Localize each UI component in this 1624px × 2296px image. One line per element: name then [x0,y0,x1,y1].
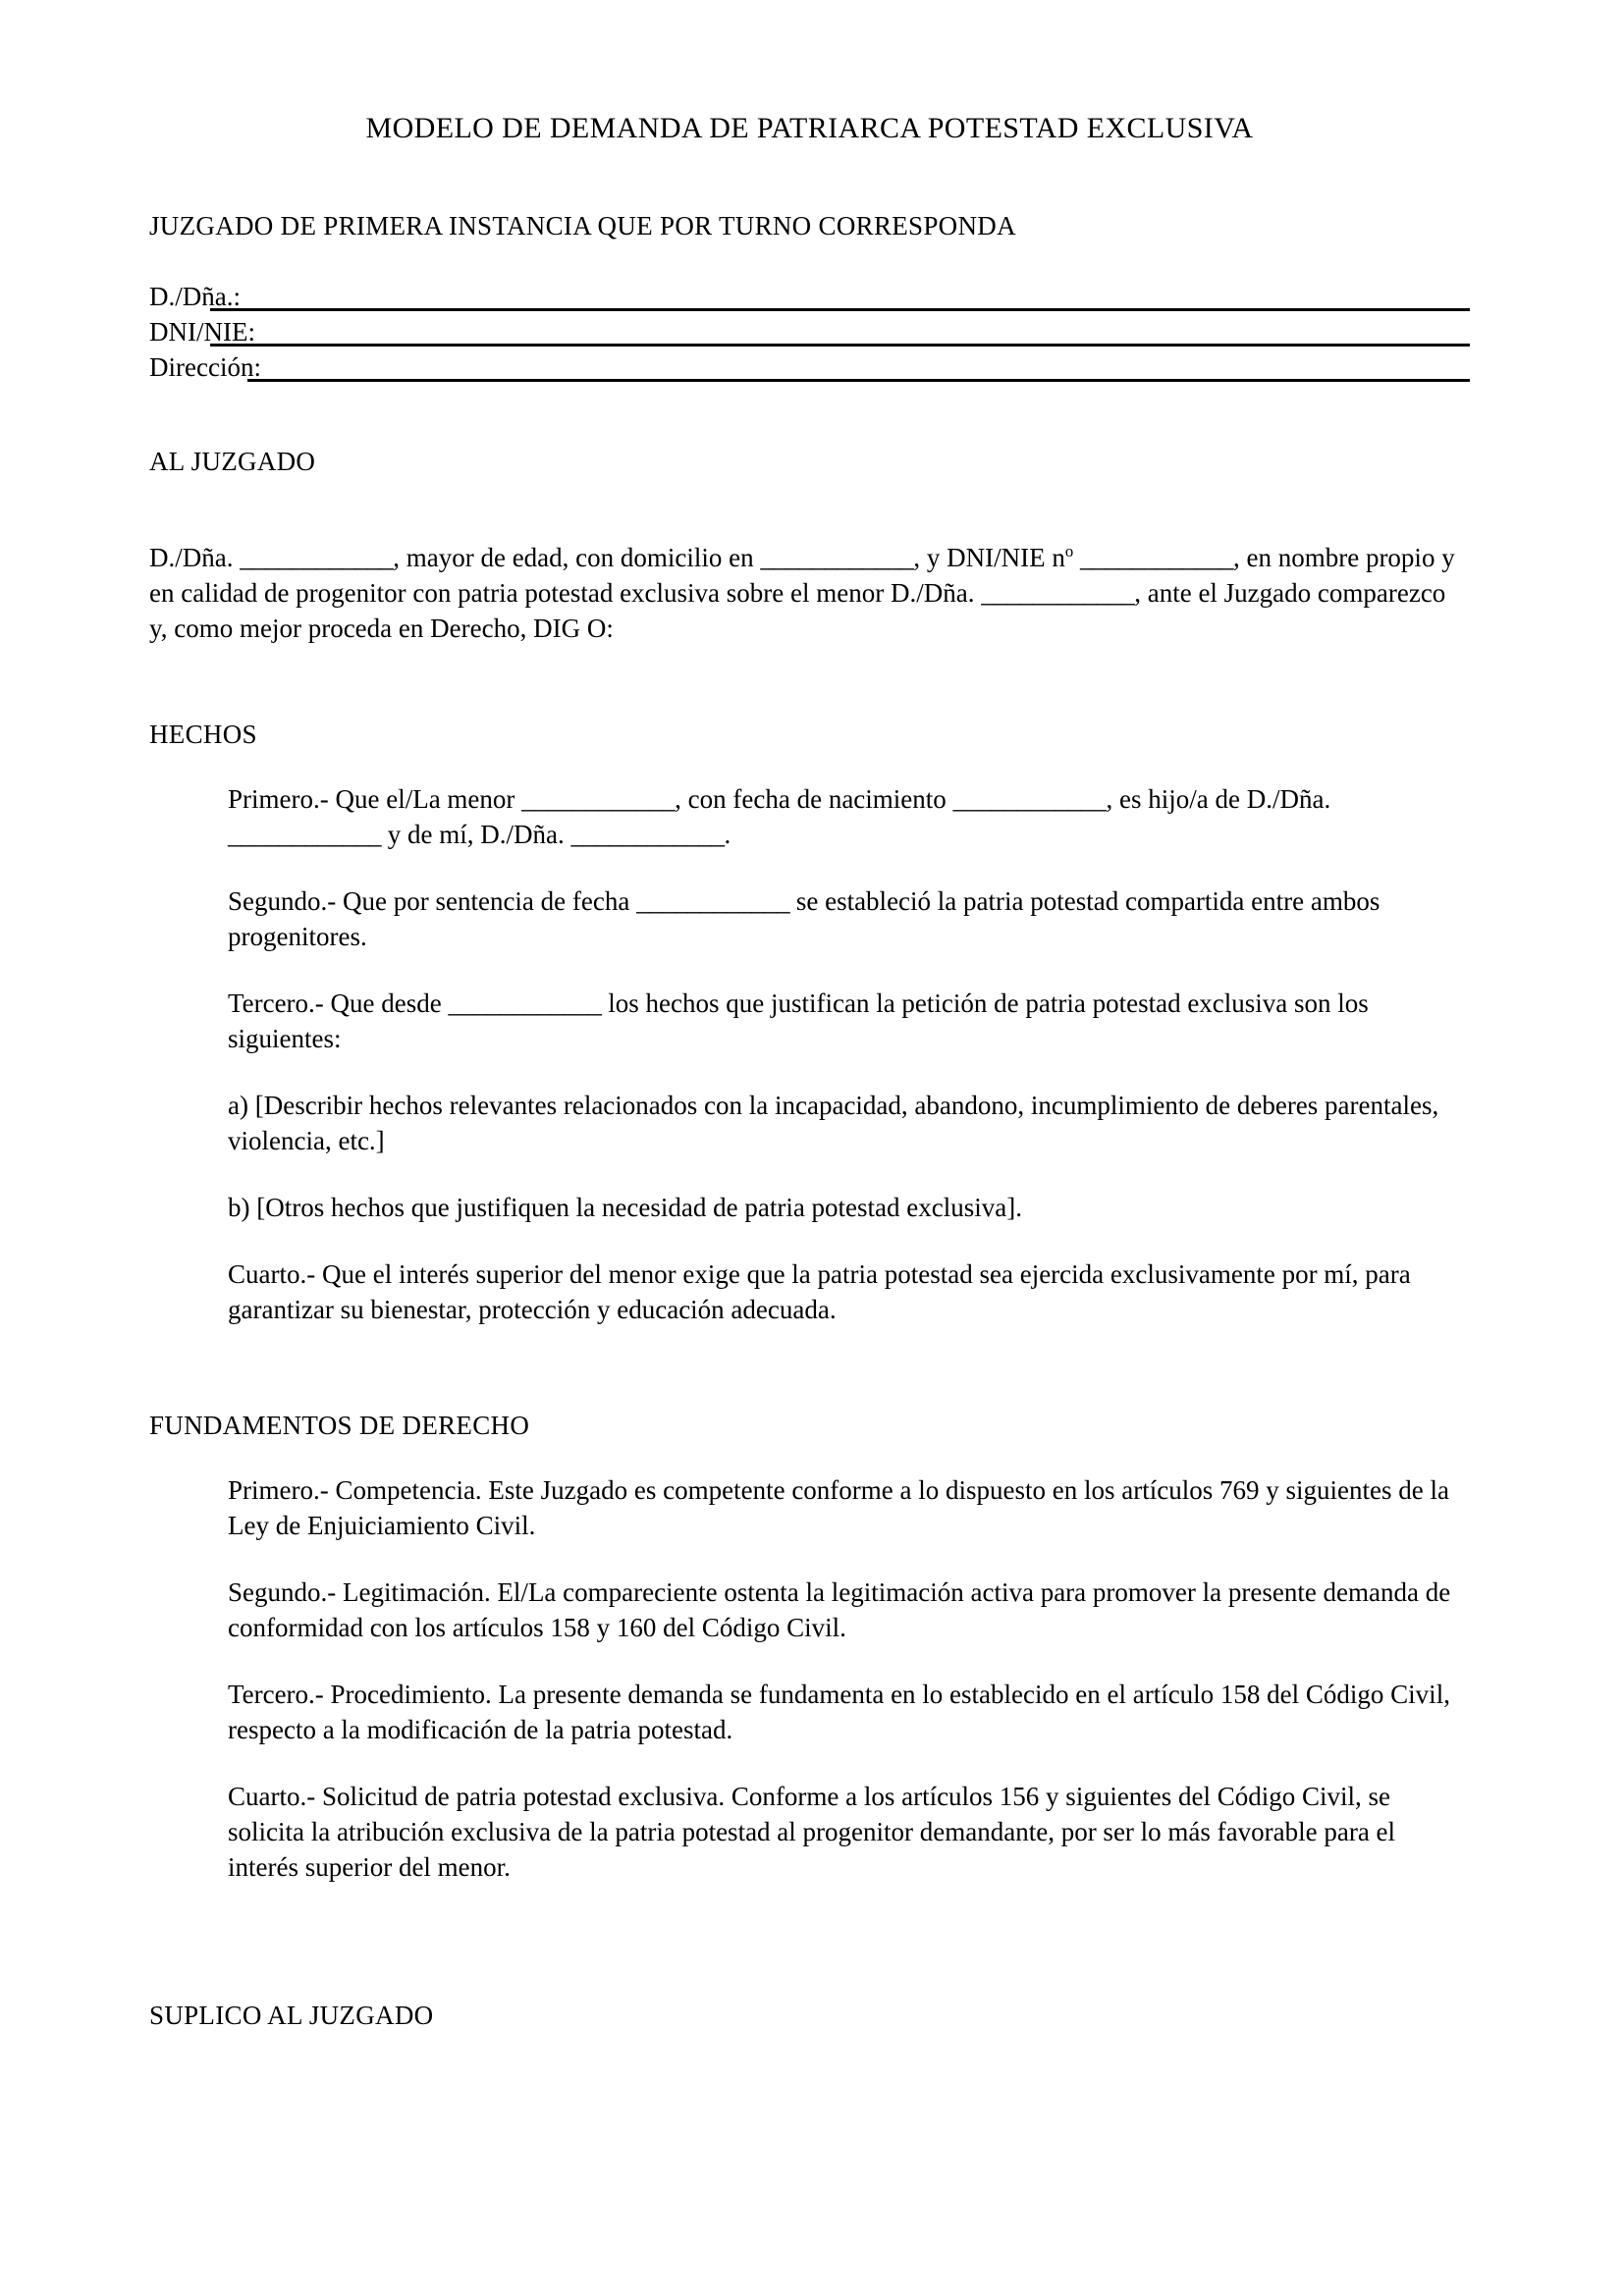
form-row-address [149,349,1470,385]
form-input-name[interactable] [210,308,1470,311]
intro-paragraph [149,479,1470,646]
intro-blank-1[interactable]: ____________ [240,542,394,572]
hechos-primero-blank-3[interactable]: ____________ [228,819,381,849]
ordinal-indicator: o [1064,541,1074,561]
hechos-item-b: b) [Otros hechos que justifiquen la necesidad de patria potestad exclusiva]. [228,1192,1022,1222]
hechos-tercero-text-2: los hechos que justifican la petición de patria potestad exclusiva son los siguientes: [228,988,1369,1053]
form-input-dni[interactable] [210,344,1470,347]
section-heading-al-juzgado: AL JUZGADO [149,446,316,476]
section-heading-fundamentos: FUNDAMENTOS DE DERECHO [149,1410,530,1440]
party-details-form [149,243,1470,385]
hechos-tercero-blank-1[interactable]: ____________ [448,988,602,1018]
hechos-tercero [228,954,1470,1056]
hechos-segundo-text-2: se estableció la patria potestad compartida entre ambos progenitores. [228,885,1380,951]
hechos-primero [228,752,1470,852]
form-label-dni: DNI/NIE: [149,316,255,347]
document-content [149,0,1470,2033]
fundamentos-cuarto: Cuarto.- Solicitud de patria potestad exclusiva. Conforme a los artículos 156 y siguientes del Código Civil, se solicita la atribución exclusiva de la patria potestad al progenitor demandante, por ser lo más favorable para el interés superior del menor. [228,1781,1396,1882]
section-heading-suplico: SUPLICO AL JUZGADO [149,2000,434,2030]
hechos-primero-blank-1[interactable]: ____________ [521,783,676,814]
intro-blank-2[interactable]: ____________ [760,542,914,572]
form-input-address[interactable] [247,379,1470,382]
form-row-dni [149,314,1470,349]
hechos-segundo-blank-1[interactable]: ____________ [636,885,790,916]
hechos-tercero-text-1: Tercero.- Que desde [228,988,449,1018]
hechos-cuarto: Cuarto.- Que el interés superior del menor exige que la patria potestad sea ejercida exclusivamente por mí, para garantizar su bienestar, protección y educación adecuada. [228,1258,1411,1324]
fundamentos-tercero: Tercero.- Procedimiento. La presente demanda se fundamenta en lo establecido en el artículo 158 del Código Civil, respecto a la modificación de la patria potestad. [228,1679,1450,1744]
hechos-segundo-text-1: Segundo.- Que por sentencia de fecha [228,885,637,916]
intro-text-2: , mayor de edad, con domicilio en [393,542,761,572]
hechos-primero-blank-2[interactable]: ____________ [952,783,1107,814]
intro-text-4 [1073,543,1080,572]
intro-text-6: , ante el Juzgado comparezco y, como mejor proceda en Derecho, DIG O: [149,577,1446,643]
court-addressee-line: JUZGADO DE PRIMERA INSTANCIA QUE POR TURNO CORRESPONDA [149,210,1016,240]
hechos-item-a: a) [Describir hechos relevantes relacionados con la incapacidad, abandono, incumplimiento de deberes parentales, violencia, etc.] [228,1090,1439,1155]
intro-blank-3[interactable]: ____________ [1079,542,1233,572]
intro-text-3: , y DNI/NIE n [913,542,1065,572]
section-heading-hechos: HECHOS [149,719,257,749]
hechos-primero-text-5: . [724,819,731,849]
fundamentos-segundo: Segundo.- Legitimación. El/La compareciente ostenta la legitimación activa para promover la presente demanda de conformidad con los artículos 158 y 160 del Código Civil. [228,1576,1451,1642]
intro-text-5: , en nombre propio y en calidad de progenitor con patria potestad exclusiva sobre el menor D./Dña. [149,542,1455,608]
fundamentos-primero: Primero.- Competencia. Este Juzgado es competente conforme a lo dispuesto en los artículos 769 y siguientes de la Ley de Enjuiciamiento Civil. [228,1474,1449,1540]
intro-text-1: D./Dña. [149,542,241,572]
hechos-segundo [228,852,1470,954]
form-label-name: D./Dña.: [149,281,241,311]
hechos-primero-text-3: , es hijo/a de D./Dña. [1106,783,1331,814]
form-row-name [149,279,1470,314]
hechos-primero-blank-4[interactable]: ____________ [570,819,725,849]
page-title: MODELO DE DEMANDA DE PATRIARCA POTESTAD EXCLUSIVA [365,112,1254,144]
hechos-primero-text-4: y de mí, D./Dña. [381,819,571,849]
hechos-primero-text-2: , con fecha de nacimiento [675,783,953,814]
intro-blank-4[interactable]: ____________ [981,577,1135,608]
form-label-address: Dirección: [149,351,261,382]
hechos-primero-text-1: Primero.- Que el/La menor [228,783,522,814]
